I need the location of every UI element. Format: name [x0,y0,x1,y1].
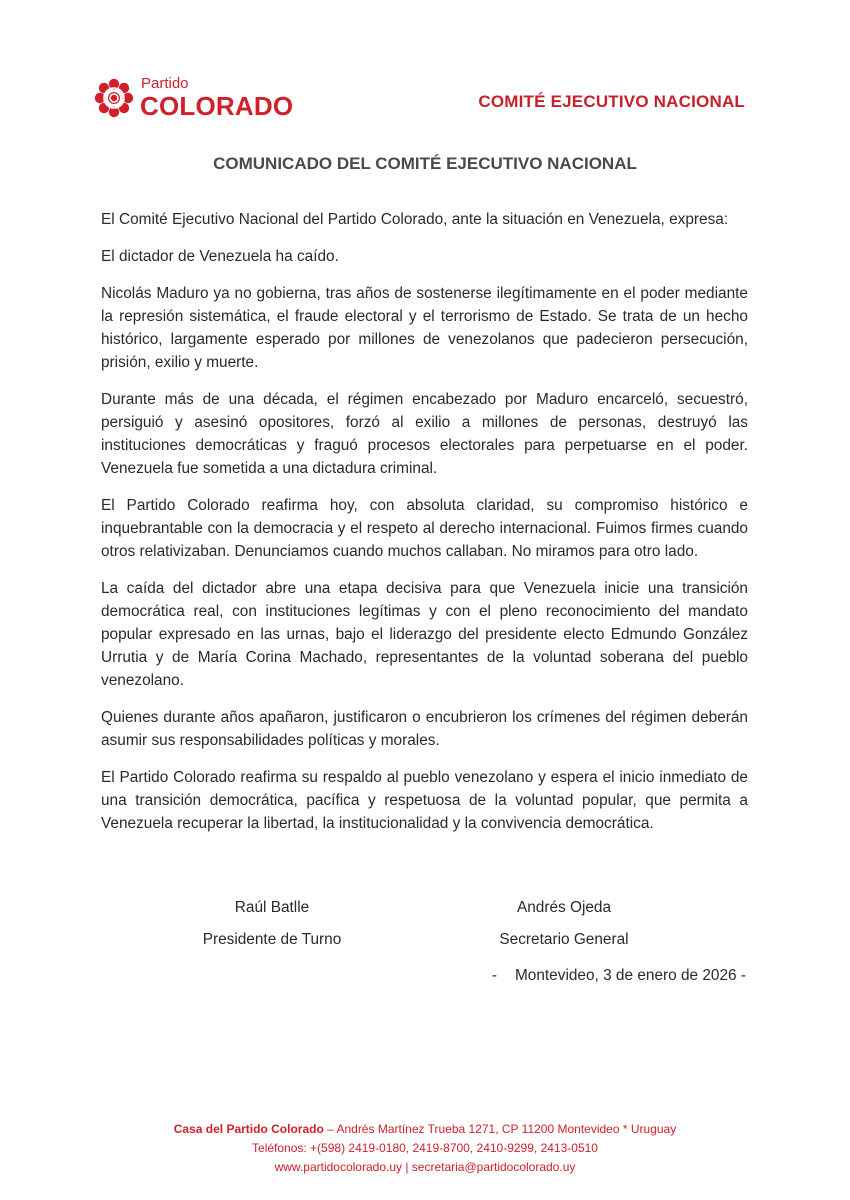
footer-address-rest: – Andrés Martínez Trueba 1271, CP 11200 Montevideo * Uruguay [323,1122,677,1136]
paragraph: El Comité Ejecutivo Nacional del Partido Colorado, ante la situación en Venezuela, expresa: [101,211,729,228]
paragraph: El Partido Colorado reafirma hoy, con absoluta claridad, su compromiso histórico e inquebrantable con la democracia y el respeto al derecho internacional. Fuimos firmes cuando otros relativizaban. Denunciamos cuando muchos callaban. No miramos para otro lado. [101,497,748,560]
signature-president [182,892,362,956]
paragraph: Nicolás Maduro ya no gobierna, tras años de sostenerse ilegítimamente en el poder mediante la represión sistemática, el fraude electoral y el terrorismo de Estado. Se trata de un hecho histórico, largamente esperado por millones de venezolanos que padecieron persecución, prisión, exilio y muerte. [101,285,748,371]
signer-role: Secretario General [499,931,629,948]
signature-secretary [474,892,654,956]
footer-address-bold: Casa del Partido Colorado [173,1122,324,1136]
paragraph: Durante más de una década, el régimen encabezado por Maduro encarceló, secuestró, persiguió y asesinó opositores, forzó al exilio a millones de personas, destruyó las instituciones democráticas y fraguó procesos electorales para perpetuarse en el poder. Venezuela fue sometida a una dictadura criminal. [101,391,748,477]
rose-icon [94,78,134,118]
footer [0,1120,850,1177]
logo-big-text: COLORADO [140,91,294,121]
footer-phones: Teléfonos: +(598) 2419-0180, 2419-8700, 2410-9299, 2413-0510 [252,1141,598,1155]
footer-address [0,1120,850,1139]
place-date-lead: - [491,967,497,984]
party-logo [94,76,293,119]
signer-role: Presidente de Turno [202,931,342,948]
document-body [101,208,748,849]
place-date [492,967,746,985]
paragraph: Quienes durante años apañaron, justificaron o encubrieron los crímenes del régimen deberán asumir sus responsabilidades políticas y morales. [101,709,748,749]
logo-small-text: Partido [141,75,189,92]
committee-header: COMITÉ EJECUTIVO NACIONAL [478,92,745,111]
paragraph: El Partido Colorado reafirma su respaldo al pueblo venezolano y espera el inicio inmediato de una transición democrática, pacífica y respetuosa de la voluntad popular, que permita a Venezuela recuperar la libertad, la institucionalidad y la convivencia democrática. [101,769,748,832]
paragraph: El dictador de Venezuela ha caído. [101,248,339,265]
place-date-text: Montevideo, 3 de enero de 2026 - [514,967,746,984]
footer-web: www.partidocolorado.uy | secretaria@partidocolorado.uy [274,1160,576,1174]
paragraph: La caída del dictador abre una etapa decisiva para que Venezuela inicie una transición democrática real, con instituciones legítimas y con el pleno reconocimiento del mandato popular expresado en las urnas, bajo el liderazgo del presidente electo Edmundo González Urrutia y de María Corina Machado, representantes de la voluntad soberana del pueblo venezolano. [101,580,748,689]
signer-name: Andrés Ojeda [516,899,612,916]
signer-name: Raúl Batlle [234,899,310,916]
document-title: COMUNICADO DEL COMITÉ EJECUTIVO NACIONAL [213,154,637,173]
